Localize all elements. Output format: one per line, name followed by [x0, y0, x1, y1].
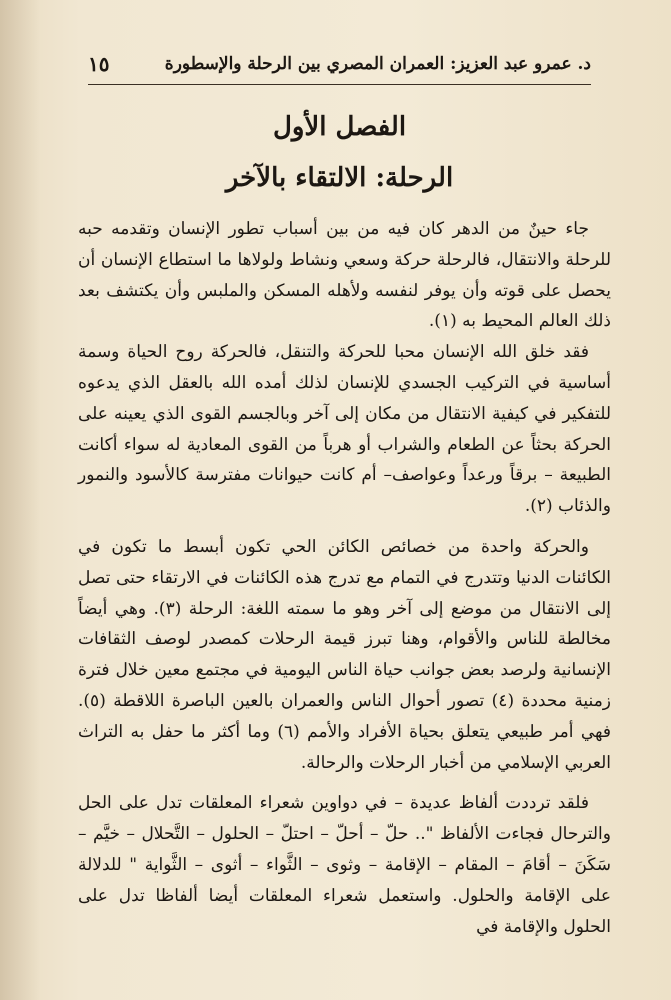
- paragraph: والحركة واحدة من خصائص الكائن الحي تكون أبسط ما تكون في الكائنات الدنيا وتتدرج في التمام مع تدرج هذه الكائنات في الارتقاء حتى تصل إلى الانتقال من موضع إلى آخر وهو ما سمته اللغة: الرحلة (٣). وهي أيضاً مخالطة للناس والأقوام، وهنا تبرز قيمة الرحلات كمصدر لوصف الثقافات الإنسانية ولرصد بعض جوانب حياة الناس اليومية في مجتمع معين خلال فترة زمنية محددة (٤) تصور أحوال الناس والعمران بالعين الباصرة اللاقطة (٥). فهي أمر طبيعي يتعلق بحياة الأفراد والأمم (٦) وما أكثر ما حفل به التراث العربي الإسلامي من أخبار الرحلات والرحالة.: [78, 536, 612, 773]
- page-header: [88, 44, 591, 85]
- page-gutter-shadow: [0, 0, 40, 1000]
- page-number: ١٥: [88, 52, 110, 76]
- body-text: [78, 214, 611, 942]
- chapter-title: الفصل الأول: [272, 112, 407, 142]
- paragraph: فقد خلق الله الإنسان محبا للحركة والتنقل، فالحركة روح الحياة وسمة أساسية في التركيب الجسدي للإنسان لذلك أمده الله بالعقل الذي يدعوه للتفكير في كيفية الانتقال من مكان إلى آخر وبالجسم القوى الذي يعينه على الحركة بحثاً عن الطعام والشراب أو هرباً من القوى المعادية له سواء أكانت الطبيعة – برقاً ورعداً وعواصف– أم كانت حيوانات مفترسة كالأسود والنمور والذئاب (٢).: [78, 342, 611, 517]
- paragraph: جاء حينٌ من الدهر كان فيه من بين أسباب تطور الإنسان وتقدمه حبه للرحلة والانتقال، فالرحلة حركة وسعي ونشاط ولولاها ما استطاع الإنسان أن يحصل على قوته وأن يوفر لنفسه ولأهله المسكن والملبس وأن يكتشف بعد ذلك العالم المحيط به (١).: [78, 219, 611, 332]
- paragraph: فلقد ترددت ألفاظ عديدة – في دواوين شعراء المعلقات تدل على الحل والترحال فجاءت الألفاظ ".. حلّ – أحلّ – احتلّ – الحلول – التَّحلال – خيَّم – سَكَنَ – أقامَ – المقام – الإقامة – وثوى – الثَّواء – أثوى – الثَّواية " للدلالة على الإقامة والحلول. واستعمل شعراء المعلقات أيضا ألفاظا تدل على الحلول والإقامة في: [78, 793, 611, 937]
- running-head: د. عمرو عبد العزيز: العمران المصري بين الرحلة والإسطورة: [164, 54, 591, 74]
- section-title: الرحلة: الالتقاء بالآخر: [225, 163, 454, 193]
